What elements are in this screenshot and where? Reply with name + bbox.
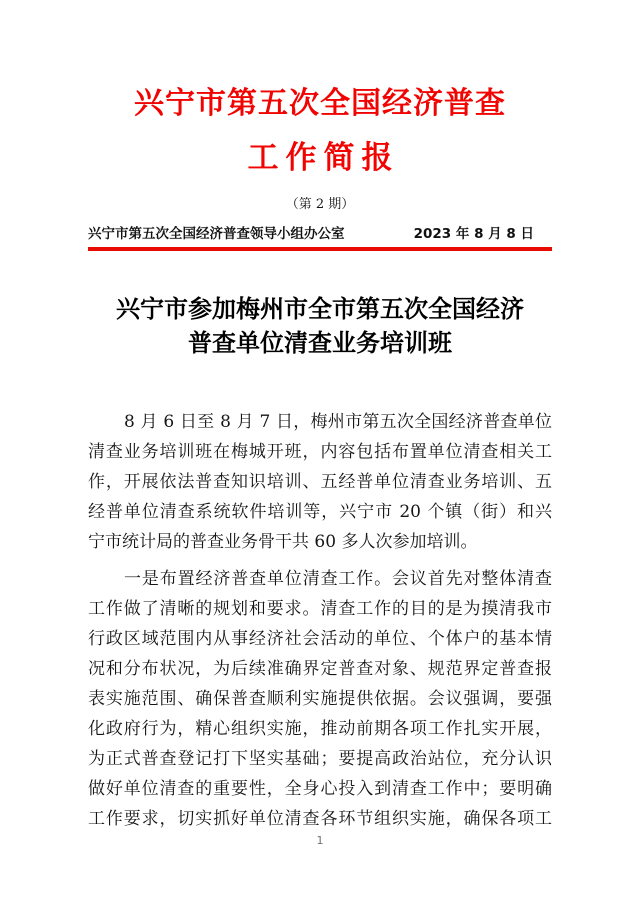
red-divider-rule <box>88 247 552 251</box>
page-content <box>88 0 552 834</box>
bulletin-title-line1: 兴宁市第五次全国经济普查 <box>134 86 506 121</box>
body-line: 工作要求，切实抓好单位清查各环节组织实施，确保各项工 <box>88 809 552 829</box>
issuing-office: 兴宁市第五次全国经济普查领导小组办公室 <box>88 226 345 242</box>
page-number: 1 <box>316 834 324 847</box>
issue-number: （第 2 期） <box>285 197 355 212</box>
bulletin-title-line2: 工作简报 <box>247 140 400 176</box>
body-line: 一是布置经济普查单位清查工作。会议首先对整体清查 <box>124 569 552 589</box>
body-line: 清查业务培训班在梅城开班，内容包括布置单位清查相关工 <box>88 442 552 462</box>
body-line: 行政区域范围内从事经济社会活动的单位、个体户的基本情 <box>88 629 552 649</box>
body-line: 做好单位清查的重要性，全身心投入到清查工作中；要明确 <box>88 779 552 799</box>
body-line: 表实施范围、确保普查顺利实施提供依据。会议强调，要强 <box>88 689 552 709</box>
body-line: 为正式普查登记打下坚实基础；要提高政治站位，充分认识 <box>88 749 552 769</box>
paragraph <box>88 407 552 557</box>
article-body <box>88 407 552 834</box>
body-line: 化政府行为，精心组织实施，推动前期各项工作扎实开展， <box>88 719 552 739</box>
paragraph <box>88 564 552 834</box>
issuer-row <box>88 222 552 242</box>
masthead <box>88 76 552 251</box>
issue-date: 2023 年 8 月 8 日 <box>413 226 534 242</box>
body-line: 工作做了清晰的规划和要求。清查工作的目的是为摸清我市 <box>88 599 552 619</box>
body-line: 况和分布状况，为后续准确界定普查对象、规范界定普查报 <box>88 659 552 679</box>
body-line: 经普单位清查系统软件培训等，兴宁市 20 个镇（街）和兴 <box>88 502 552 522</box>
article <box>88 292 552 834</box>
article-title-line2: 普查单位清查业务培训班 <box>188 328 452 357</box>
body-line: 8 月 6 日至 8 月 7 日，梅州市第五次全国经济普查单位 <box>124 412 552 432</box>
article-title-line1: 兴宁市参加梅州市全市第五次全国经济 <box>116 294 524 323</box>
body-line: 作，开展依法普查知识培训、五经普单位清查业务培训、五 <box>88 472 552 492</box>
body-line: 宁市统计局的普查业务骨干共 60 多人次参加培训。 <box>88 532 478 552</box>
article-title <box>88 292 552 360</box>
